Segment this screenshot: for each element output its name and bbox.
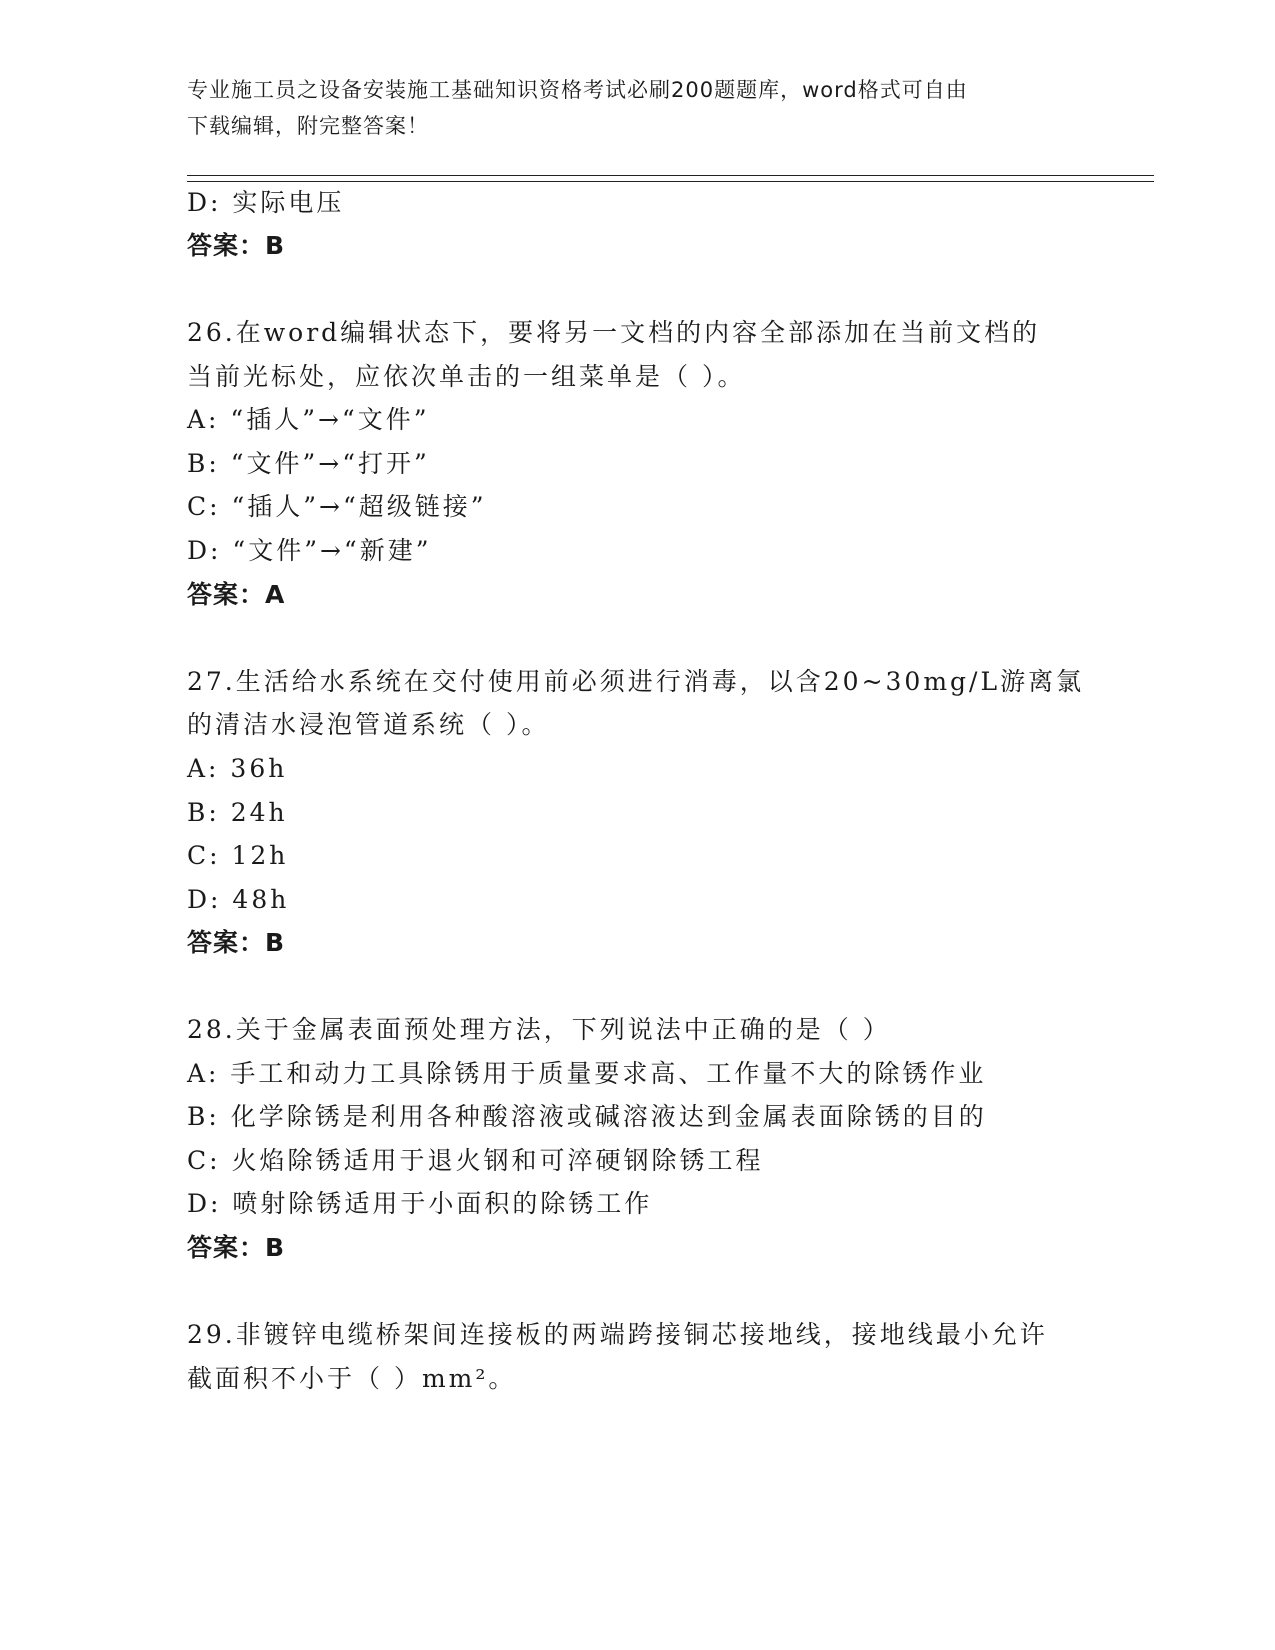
prev-option-d: D: 实际电压: [187, 188, 345, 217]
q27-stem-line-2: 的清洁水浸泡管道系统（ ）。: [187, 710, 550, 739]
q27-option-a: A: 36h: [187, 754, 288, 783]
q26-option-d: D: “文件”→“新建”: [187, 536, 432, 565]
header-line-1: 专业施工员之设备安装施工基础知识资格考试必刷200题题库，word格式可自由: [187, 78, 968, 102]
q29-stem-line-1: 29.非镀锌电缆桥架间连接板的两端跨接铜芯接地线，接地线最小允许: [187, 1320, 1048, 1349]
q29-stem-line-2: 截面积不小于（ ）mm²。: [187, 1364, 517, 1393]
q26-stem-line-1: 26.在word编辑状态下，要将另一文档的内容全部添加在当前文档的: [187, 318, 1041, 347]
q27-option-d: D: 48h: [187, 885, 290, 914]
q27-stem-line-1: 27.生活给水系统在交付使用前必须进行消毒，以含20~30mg/L游离氯: [187, 667, 1085, 696]
header-divider-top: [187, 175, 1154, 176]
q26-option-a: A: “插人”→“文件”: [187, 405, 430, 434]
header-line-2: 下载编辑，附完整答案！: [187, 114, 429, 138]
document-header: [187, 72, 1067, 144]
prev-answer: 答案：B: [187, 231, 286, 260]
q28-option-b: B: 化学除锈是利用各种酸溶液或碱溶液达到金属表面除锈的目的: [187, 1102, 987, 1131]
q28-stem-line-1: 28.关于金属表面预处理方法，下列说法中正确的是（ ）: [187, 1015, 891, 1044]
q27-answer: 答案：B: [187, 928, 286, 957]
q28-answer: 答案：B: [187, 1233, 286, 1262]
header-divider-bottom: [187, 181, 1154, 182]
q28-option-a: A: 手工和动力工具除锈用于质量要求高、工作量不大的除锈作业: [187, 1059, 987, 1088]
q28-option-d: D: 喷射除锈适用于小面积的除锈工作: [187, 1189, 653, 1218]
q27-option-c: C: 12h: [187, 841, 289, 870]
q26-option-c: C: “插人”→“超级链接”: [187, 492, 487, 521]
q26-option-b: B: “文件”→“打开”: [187, 449, 430, 478]
q27-option-b: B: 24h: [187, 798, 288, 827]
q26-stem-line-2: 当前光标处，应依次单击的一组菜单是（ ）。: [187, 362, 746, 391]
q26-answer: 答案：A: [187, 580, 286, 609]
q28-option-c: C: 火焰除锈适用于退火钢和可淬硬钢除锈工程: [187, 1146, 764, 1175]
